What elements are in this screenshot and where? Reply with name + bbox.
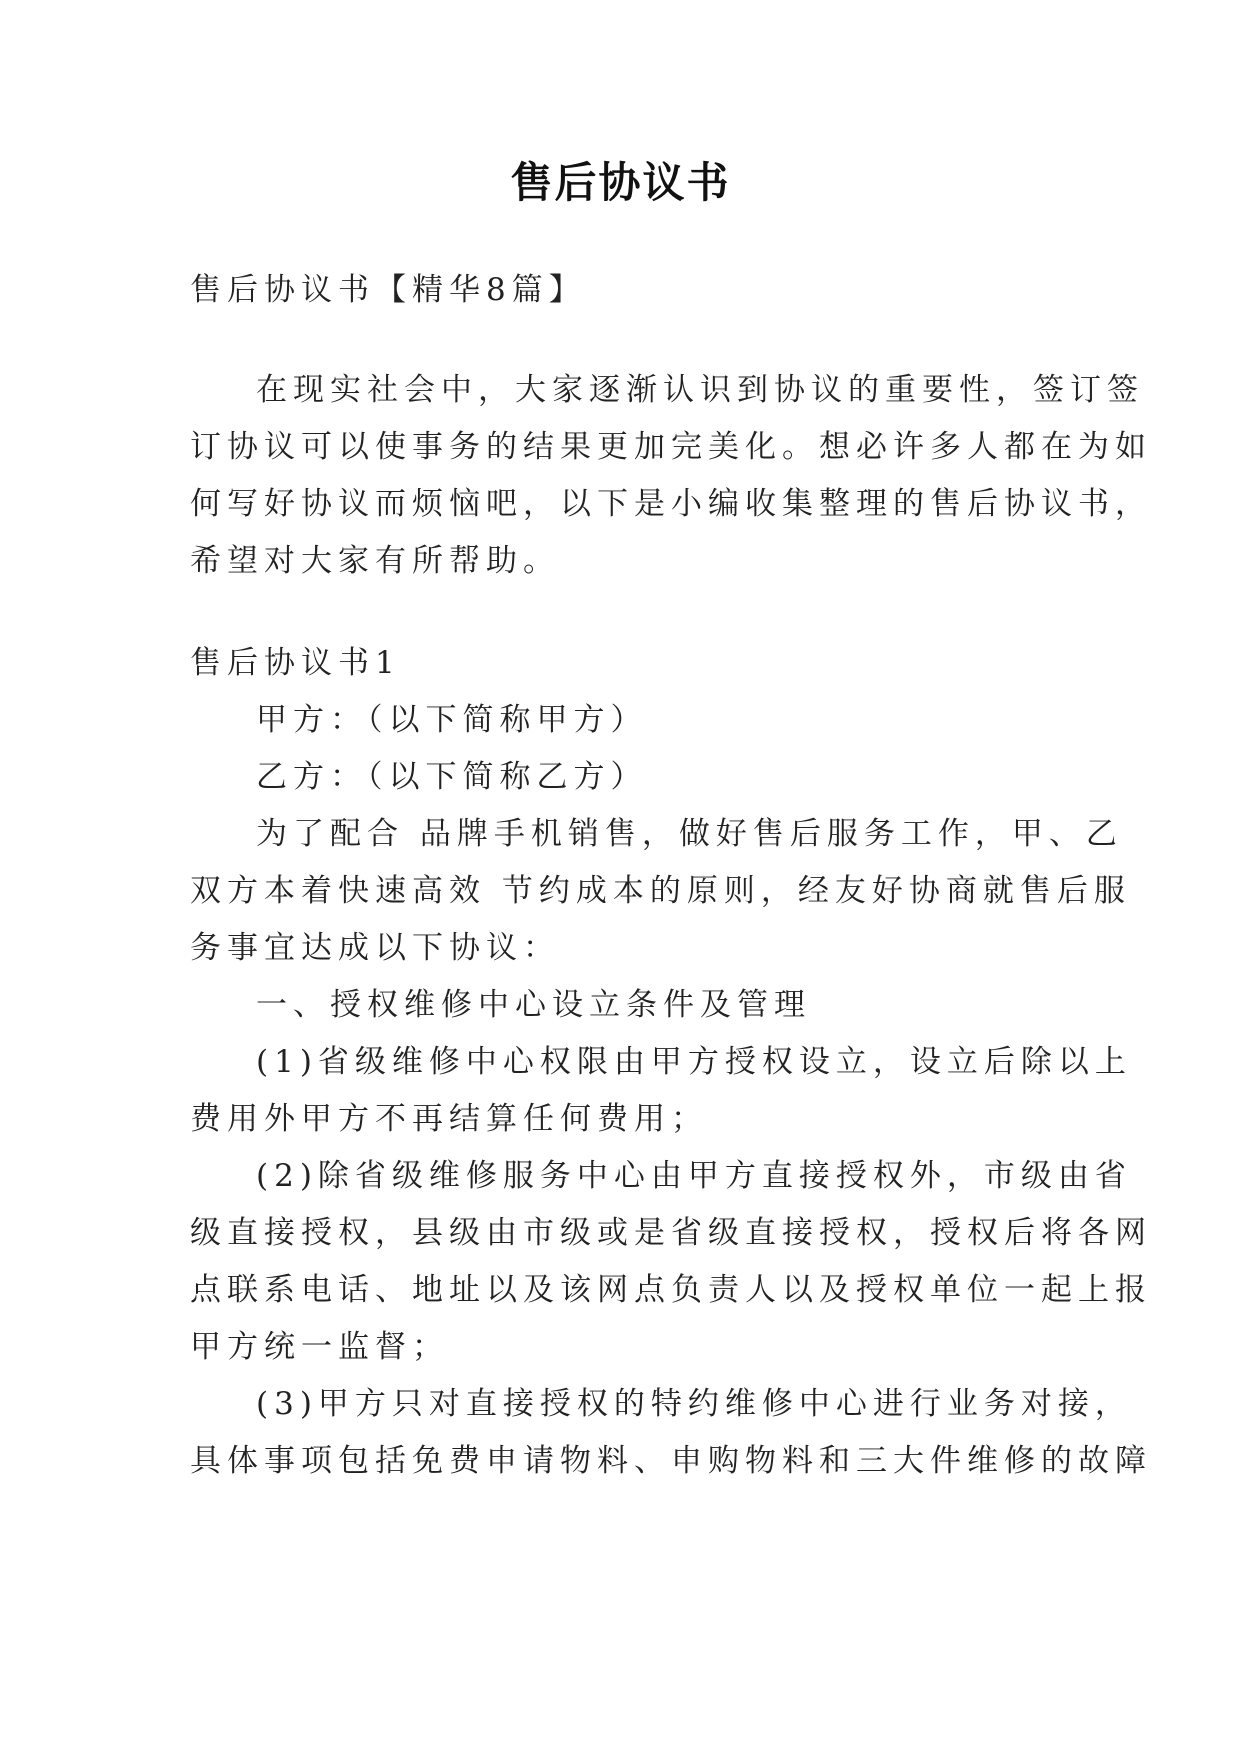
intro-line-4: 希望对大家有所帮助。 [190, 543, 560, 579]
item2-line-2: 级直接授权，县级由市级或是省级直接授权，授权后将各网 [190, 1215, 1152, 1251]
item3-line-1: (3)甲方只对直接授权的特约维修中心进行业务对接， [256, 1386, 1132, 1422]
purpose-line-1: 为了配合 品牌手机销售，做好售后服务工作，甲、乙 [256, 816, 1123, 852]
item1-line-2: 费用外甲方不再结算任何费用； [190, 1101, 708, 1137]
page-title: 售后协议书 [510, 158, 731, 207]
intro-line-2: 订协议可以使事务的结果更加完美化。想必许多人都在为如 [190, 429, 1152, 465]
item3-line-2: 具体事项包括免费申请物料、申购物料和三大件维修的故障 [190, 1443, 1152, 1479]
section-heading: 售后协议书1 [190, 645, 401, 681]
intro-line-3: 何写好协议而烦恼吧，以下是小编收集整理的售后协议书， [190, 486, 1152, 522]
intro-line-1: 在现实社会中，大家逐渐认识到协议的重要性，签订签 [256, 372, 1144, 408]
purpose-line-2: 双方本着快速高效 节约成本的原则，经友好协商就售后服 [190, 873, 1131, 909]
item2-line-1: (2)除省级维修服务中心由甲方直接授权外，市级由省 [256, 1158, 1132, 1194]
purpose-line-3: 务事宜达成以下协议： [190, 930, 560, 966]
document-subtitle: 售后协议书【精华8篇】 [190, 272, 586, 308]
item2-line-3: 点联系电话、地址以及该网点负责人以及授权单位一起上报 [190, 1272, 1152, 1308]
party-a-line: 甲方：（以下简称甲方） [256, 702, 648, 738]
party-b-line: 乙方：（以下简称乙方） [256, 759, 648, 795]
clause-heading: 一、授权维修中心设立条件及管理 [256, 987, 811, 1023]
item1-line-1: (1)省级维修中心权限由甲方授权设立，设立后除以上 [256, 1044, 1132, 1080]
item2-line-4: 甲方统一监督； [190, 1329, 449, 1365]
